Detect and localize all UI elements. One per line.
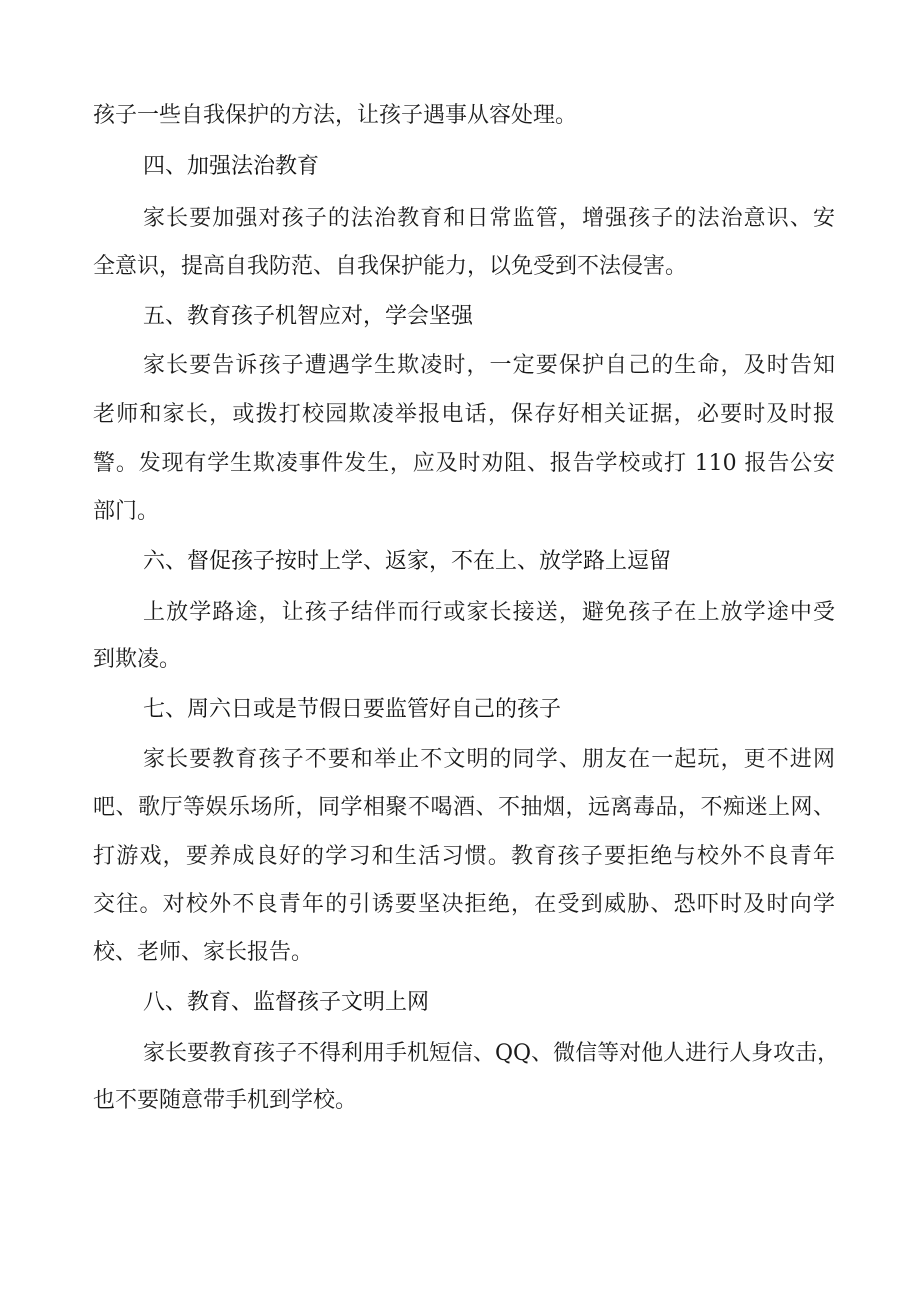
paragraph-line: 吧、歌厅等娱乐场所，同学相聚不喝酒、不抽烟，远离毒品，不痴迷上网、 xyxy=(93,795,835,820)
paragraph-line: 老师和家长，或拨打校园欺凌举报电话，保存好相关证据，必要时及时报 xyxy=(93,402,835,427)
paragraph-line: 上放学路途，让孩子结伴而行或家长接送，避免孩子在上放学途中受 xyxy=(143,600,835,625)
section-heading: 八、教育、监督孩子文明上网 xyxy=(143,990,430,1015)
paragraph-line: 家长要加强对孩子的法治教育和日常监管，增强孩子的法治意识、安 xyxy=(143,206,835,231)
section-heading: 六、督促孩子按时上学、返家，不在上、放学路上逗留 xyxy=(143,549,672,574)
paragraph-line: 交往。对校外不良青年的引诱要坚决拒绝，在受到威胁、恐吓时及时向学 xyxy=(93,892,835,917)
paragraph-line: 警。发现有学生欺凌事件发生，应及时劝阻、报告学校或打 110 报告公安 xyxy=(93,451,835,476)
paragraph-line: 打游戏，要养成良好的学习和生活习惯。教育孩子要拒绝与校外不良青年 xyxy=(93,844,835,869)
section-heading: 七、周六日或是节假日要监管好自己的孩子 xyxy=(143,697,562,722)
paragraph-line: 也不要随意带手机到学校。 xyxy=(93,1088,358,1113)
paragraph-line: 到欺凌。 xyxy=(93,647,182,672)
section-heading: 四、加强法治教育 xyxy=(143,154,320,179)
paragraph-line: 家长要教育孩子不要和举止不文明的同学、朋友在一起玩，更不进网 xyxy=(143,747,835,772)
section-heading: 五、教育孩子机智应对，学会坚强 xyxy=(143,304,474,329)
paragraph-line: 家长要告诉孩子遭遇学生欺凌时，一定要保护自己的生命，及时告知 xyxy=(143,353,835,378)
paragraph-line: 孩子一些自我保护的方法，让孩子遇事从容处理。 xyxy=(93,103,578,128)
paragraph-line: 家长要教育孩子不得利用手机短信、QQ、微信等对他人进行人身攻击， xyxy=(143,1041,840,1066)
paragraph-line: 全意识，提高自我防范、自我保护能力，以免受到不法侵害。 xyxy=(93,254,688,279)
paragraph-line: 校、老师、家长报告。 xyxy=(93,940,314,965)
paragraph-line: 部门。 xyxy=(93,499,160,524)
